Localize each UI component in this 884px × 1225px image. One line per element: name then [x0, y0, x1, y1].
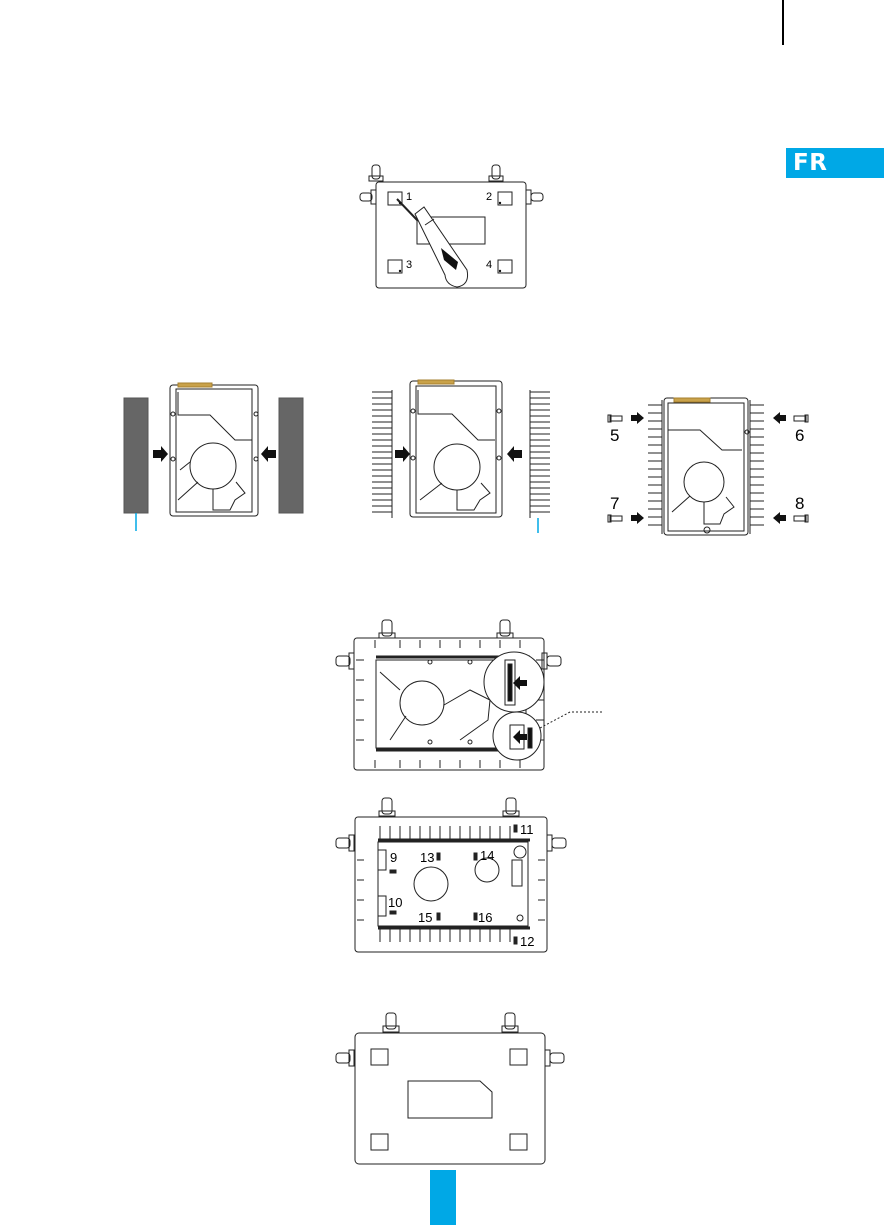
- screw-number-10: 10: [388, 895, 403, 910]
- screw-number-5: 5: [610, 426, 620, 445]
- screw-number-9: 9: [390, 850, 398, 865]
- screw-number-13: 13: [420, 850, 435, 865]
- slot-number-2: 2: [486, 191, 493, 203]
- screw-number-8: 8: [795, 494, 805, 513]
- screw-number-16: 16: [478, 910, 493, 925]
- screw-number-15: 15: [418, 910, 433, 925]
- slot-number-3: 3: [406, 259, 413, 271]
- slot-number-1: 1: [406, 191, 413, 203]
- slot-number-4: 4: [486, 259, 493, 271]
- screw-number-6: 6: [795, 426, 805, 445]
- screw-number-7: 7: [610, 494, 620, 513]
- screw-number-11: 11: [520, 822, 534, 837]
- language-tab: FR: [786, 148, 884, 178]
- screw-number-14: 14: [480, 848, 495, 863]
- crop-mark: [782, 0, 784, 45]
- screw-number-12: 12: [520, 934, 535, 949]
- page-tab: [430, 1170, 456, 1225]
